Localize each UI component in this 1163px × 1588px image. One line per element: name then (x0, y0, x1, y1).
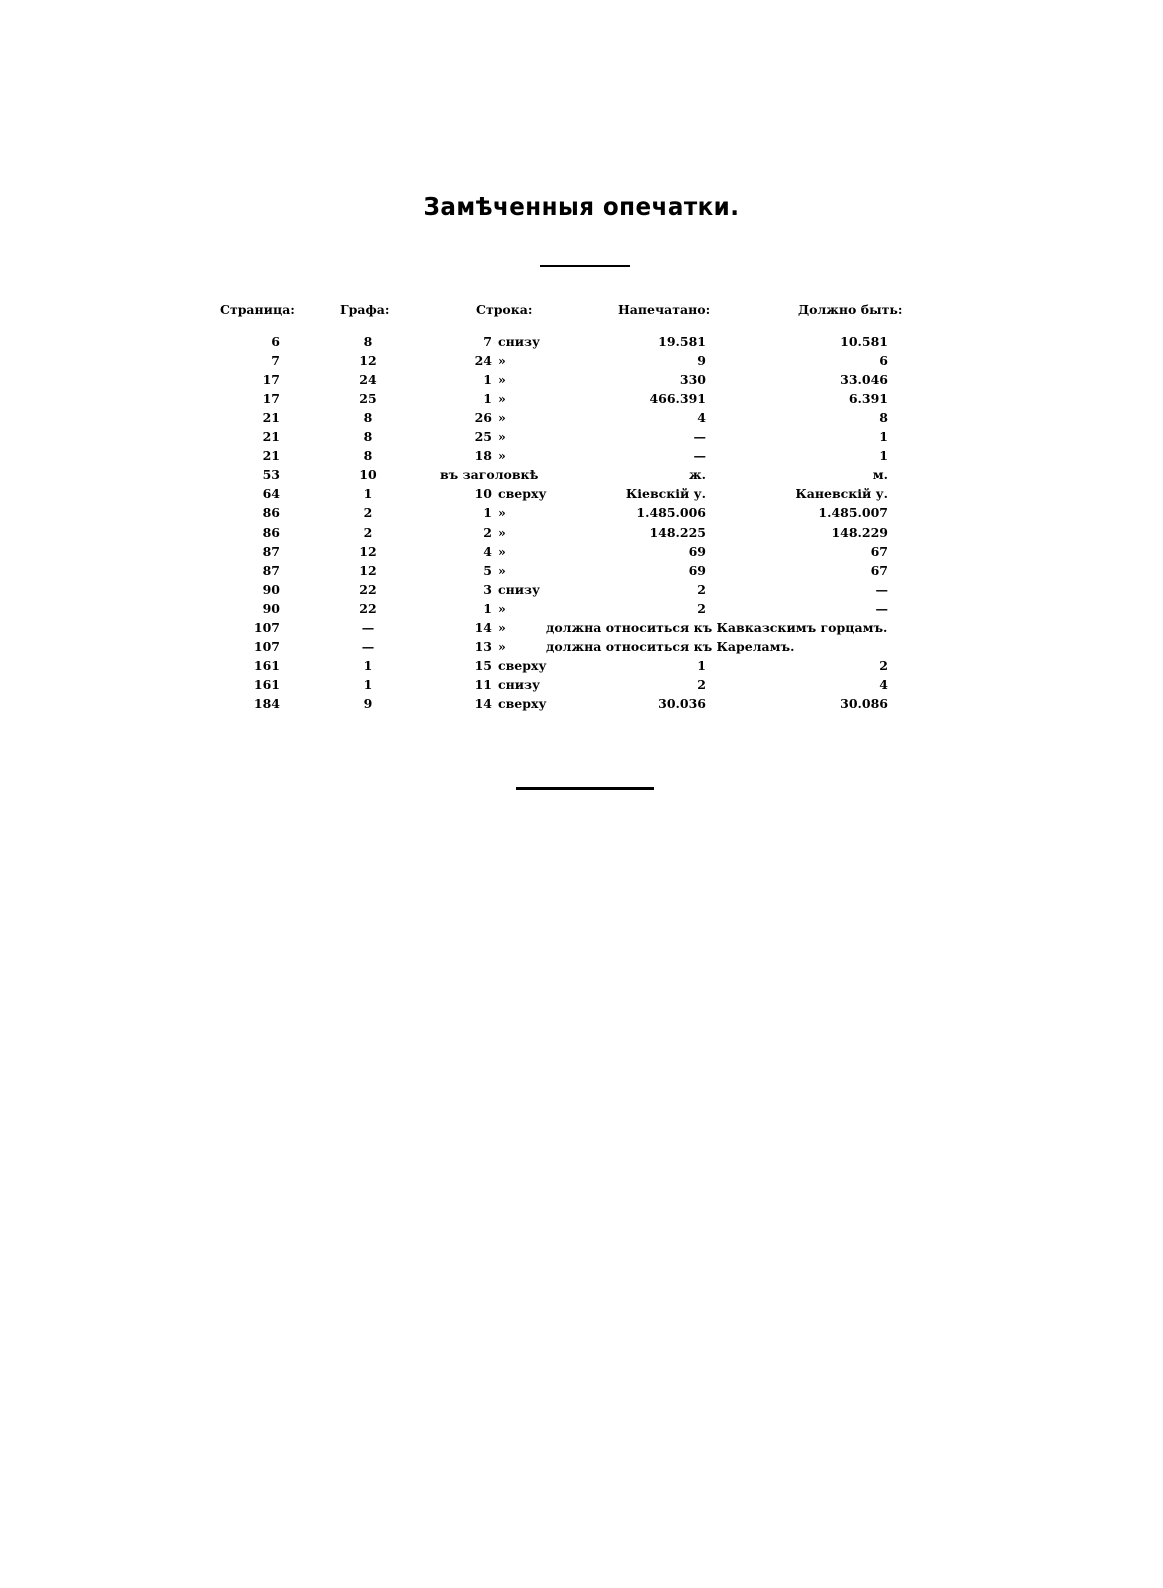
cell-column: 12 (359, 543, 377, 559)
cell-should-be: 2 (879, 657, 888, 673)
cell-column: 10 (359, 467, 377, 483)
cell-line: 24 (474, 353, 492, 369)
table-row (0, 427, 1163, 446)
cell-should-be: 4 (879, 676, 888, 692)
cell-page: 161 (253, 676, 280, 692)
table-row (0, 656, 1163, 675)
cell-line: 25 (474, 429, 492, 445)
cell-line-direction: снизу (498, 676, 541, 692)
cell-should-be: 8 (879, 410, 888, 426)
cell-line: 11 (474, 676, 492, 692)
cell-column: 25 (359, 391, 377, 407)
cell-column: 22 (359, 600, 377, 616)
cell-line-direction: » (498, 562, 506, 578)
cell-line-direction: » (498, 505, 506, 521)
cell-printed: — (693, 448, 706, 464)
table-row (0, 523, 1163, 542)
cell-printed: — (693, 429, 706, 445)
cell-page: 21 (262, 410, 280, 426)
table-row (0, 484, 1163, 503)
table-row (0, 465, 1163, 484)
header-page: Страница: (220, 302, 295, 317)
cell-line: 3 (483, 581, 492, 597)
cell-page: 17 (262, 391, 280, 407)
cell-should-be: — (875, 581, 888, 597)
cell-column: 8 (363, 334, 373, 349)
cell-line: 1 (483, 372, 492, 388)
cell-column: 8 (363, 410, 373, 426)
cell-printed: 1 (697, 657, 706, 673)
cell-line-direction: » (498, 372, 506, 388)
table-row (0, 332, 1163, 351)
cell-line: 13 (474, 638, 492, 654)
cell-line: 1 (483, 505, 492, 521)
cell-line: 18 (474, 448, 492, 464)
cell-printed: 466.391 (649, 391, 706, 407)
cell-line: 5 (483, 562, 492, 578)
cell-column: 12 (359, 353, 377, 369)
cell-line-direction: » (498, 543, 506, 559)
cell-line: 2 (483, 524, 492, 540)
cell-printed: 19.581 (658, 334, 706, 349)
title-divider (540, 265, 630, 267)
cell-page: 107 (253, 619, 280, 635)
table-row (0, 618, 1163, 637)
cell-line: 26 (474, 410, 492, 426)
table-row (0, 694, 1163, 713)
cell-line-direction: » (498, 429, 506, 445)
header-column: Графа: (340, 302, 390, 317)
cell-line-direction: » (498, 448, 506, 464)
cell-page: 161 (253, 657, 280, 673)
cell-should-be: м. (872, 467, 888, 483)
cell-line-direction: сверху (498, 657, 547, 673)
cell-page: 86 (262, 505, 280, 521)
cell-page: 90 (262, 600, 280, 616)
cell-page: 107 (253, 638, 280, 654)
cell-printed: 148.225 (649, 524, 706, 540)
table-row (0, 542, 1163, 561)
cell-column: 2 (363, 524, 373, 540)
cell-column: 12 (359, 562, 377, 578)
cell-line-direction: » (498, 600, 506, 616)
cell-should-be: 10.581 (840, 334, 888, 349)
table-row (0, 389, 1163, 408)
cell-line-direction: » (498, 391, 506, 407)
cell-column: 9 (363, 695, 373, 711)
cell-line-direction: снизу (498, 334, 541, 349)
table-row (0, 675, 1163, 694)
cell-page: 7 (271, 353, 280, 369)
cell-printed: 30.036 (658, 695, 706, 711)
cell-should-be: 6 (879, 353, 888, 369)
cell-line-direction: » (498, 410, 506, 426)
cell-printed: 2 (697, 676, 706, 692)
cell-line: 1 (483, 600, 492, 616)
cell-page: 90 (262, 581, 280, 597)
cell-printed: 2 (697, 600, 706, 616)
cell-column: 8 (363, 429, 373, 445)
cell-line-direction: » (498, 524, 506, 540)
cell-page: 184 (253, 695, 280, 711)
cell-should-be: 1 (879, 448, 888, 464)
cell-should-be: 148.229 (831, 524, 888, 540)
cell-line-direction: въ заголовкѣ (440, 467, 539, 483)
cell-line: 14 (474, 619, 492, 635)
cell-page: 17 (262, 372, 280, 388)
cell-printed: 4 (697, 410, 706, 426)
cell-column: 24 (359, 372, 377, 388)
cell-page: 6 (271, 334, 280, 349)
header-line: Строка: (476, 302, 533, 317)
cell-column: 1 (363, 486, 373, 502)
cell-line: 4 (483, 543, 492, 559)
table-row (0, 446, 1163, 465)
cell-should-be: Каневскій у. (795, 486, 888, 502)
header-printed: Напечатано: (618, 302, 711, 317)
cell-line: 7 (483, 334, 492, 349)
end-divider (516, 787, 654, 790)
cell-line-direction: снизу (498, 581, 541, 597)
cell-should-be: 67 (870, 543, 888, 559)
cell-printed: Кіевскій у. (625, 486, 706, 502)
cell-printed: 9 (697, 353, 706, 369)
cell-line-direction: » (498, 619, 506, 635)
table-row (0, 580, 1163, 599)
table-row (0, 408, 1163, 427)
cell-line: 10 (474, 486, 492, 502)
cell-column: — (361, 638, 375, 654)
cell-should-be: 1 (879, 429, 888, 445)
table-row (0, 351, 1163, 370)
table-row (0, 637, 1163, 656)
cell-page: 87 (262, 543, 280, 559)
cell-line: 15 (474, 657, 492, 673)
cell-line-direction: » (498, 638, 506, 654)
cell-printed: 2 (697, 581, 706, 597)
cell-line: 14 (474, 695, 492, 711)
cell-should-be: 30.086 (840, 695, 888, 711)
cell-should-be: 67 (870, 562, 888, 578)
cell-page: 21 (262, 429, 280, 445)
cell-note: должна относиться къ Кареламъ. (546, 638, 795, 654)
cell-note: должна относиться къ Кавказскимъ горцамъ. (546, 619, 888, 635)
cell-column: — (361, 619, 375, 635)
cell-printed: ж. (689, 467, 706, 483)
cell-column: 1 (363, 676, 373, 692)
cell-should-be: 1.485.007 (818, 505, 888, 521)
cell-printed: 69 (688, 543, 706, 559)
table-row (0, 503, 1163, 522)
table-row (0, 370, 1163, 389)
cell-page: 53 (262, 467, 280, 483)
cell-printed: 1.485.006 (636, 505, 706, 521)
cell-printed: 330 (679, 372, 706, 388)
cell-page: 21 (262, 448, 280, 464)
cell-column: 22 (359, 581, 377, 597)
table-row (0, 561, 1163, 580)
cell-line-direction: » (498, 353, 506, 369)
cell-line: 1 (483, 391, 492, 407)
page-title: Замѣченныя опечатки. (423, 192, 740, 221)
cell-should-be: 33.046 (840, 372, 888, 388)
cell-should-be: — (875, 600, 888, 616)
cell-line-direction: сверху (498, 486, 547, 502)
cell-page: 86 (262, 524, 280, 540)
cell-page: 64 (262, 486, 280, 502)
cell-page: 87 (262, 562, 280, 578)
cell-column: 1 (363, 657, 373, 673)
header-should-be: Должно быть: (798, 302, 903, 317)
cell-should-be: 6.391 (848, 391, 888, 407)
cell-column: 8 (363, 448, 373, 464)
cell-column: 2 (363, 505, 373, 521)
cell-printed: 69 (688, 562, 706, 578)
cell-line-direction: сверху (498, 695, 547, 711)
table-row (0, 599, 1163, 618)
